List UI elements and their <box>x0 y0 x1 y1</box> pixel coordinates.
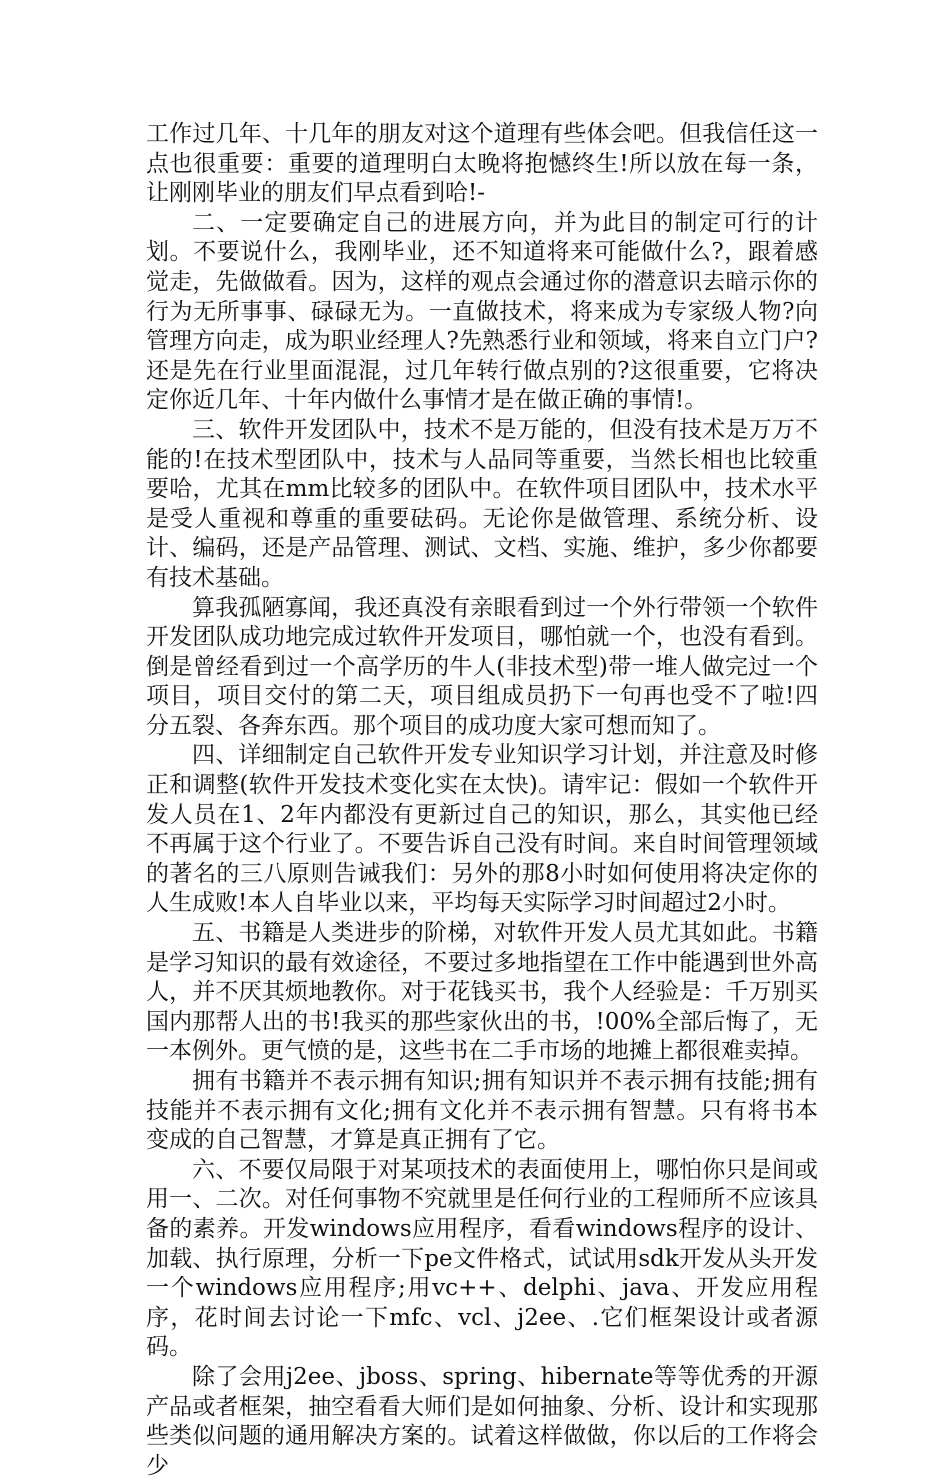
paragraph-point-4: 四、详细制定自己软件开发专业知识学习计划，并注意及时修正和调整(软件开发技术变化实在太快)。请牢记：假如一个软件开发人员在1、2年内都没有更新过自己的知识，那么，其实他已经不再属于这个行业了。不要告诉自己没有时间。来自时间管理领域的著名的三八原则告诫我们：另外的那8小时如何使用将决定你的人生成败!本人自毕业以来，平均每天实际学习时间超过2小时。 <box>146 742 818 917</box>
paragraph-intro-continuation: 工作过几年、十几年的朋友对这个道理有些体会吧。但我信任这一点也很重要：重要的道理明白太晚将抱憾终生!所以放在每一条，让刚刚毕业的朋友们早点看到哈!- <box>146 121 818 207</box>
paragraph-point-3: 三、软件开发团队中，技术不是万能的，但没有技术是万万不能的!在技术型团队中，技术与人品同等重要，当然长相也比较重要哈，尤其在mm比较多的团队中。在软件项目团队中，技术水平是受人重视和尊重的重要砝码。无论你是做管理、系统分析、设计、编码，还是产品管理、测试、文档、实施、维护，多少你都要有技术基础。 <box>146 416 818 591</box>
paragraph-point-6-frameworks: 除了会用j2ee、jboss、spring、hibernate等等优秀的开源产品或者框架，抽空看看大师们是如何抽象、分析、设计和实现那些类似问题的通用解决方案的。试着这样做做，你以后的工作将会少 <box>146 1363 818 1479</box>
paragraph-point-6: 六、不要仅局限于对某项技术的表面使用上，哪怕你只是间或用一、二次。对任何事物不究就里是任何行业的工程师所不应该具备的素养。开发windows应用程序，看看windows程序的设计、加载、执行原理，分析一下pe文件格式，试试用sdk开发从头开发一个windows应用程序;用vc++、delphi、java、开发应用程序，花时间去讨论一下mfc、vcl、j2ee、.它们框架设计或者源码。 <box>146 1156 818 1361</box>
paragraph-point-5: 五、书籍是人类进步的阶梯，对软件开发人员尤其如此。书籍是学习知识的最有效途径，不要过多地指望在工作中能遇到世外高人，并不厌其烦地教你。对于花钱买书，我个人经验是：千万别买国内那帮人出的书!我买的那些家伙出的书，!00%全部后悔了，无一本例外。更气愤的是，这些书在二手市场的地摊上都很难卖掉。 <box>146 920 818 1065</box>
paragraph-point-2: 二、一定要确定自己的进展方向，并为此目的制定可行的计划。不要说什么，我刚毕业，还不知道将来可能做什么?，跟着感觉走，先做做看。因为，这样的观点会通过你的潜意识去暗示你的行为无所事事、碌碌无为。一直做技术，将来成为专家级人物?向管理方向走，成为职业经理人?先熟悉行业和领域，将来自立门户?还是先在行业里面混混，过几年转行做点别的?这很重要，它将决定你近几年、十年内做什么事情才是在做正确的事情!。 <box>146 209 818 414</box>
paragraph-point-3-anecdote: 算我孤陋寡闻，我还真没有亲眼看到过一个外行带领一个软件开发团队成功地完成过软件开发项目，哪怕就一个，也没有看到。倒是曾经看到过一个高学历的牛人(非技术型)带一堆人做完过一个项目，项目交付的第二天，项目组成员扔下一句再也受不了啦!四分五裂、各奔东西。那个项目的成功度大家可想而知了。 <box>146 594 818 739</box>
paragraph-point-5-books: 拥有书籍并不表示拥有知识;拥有知识并不表示拥有技能;拥有技能并不表示拥有文化;拥有文化并不表示拥有智慧。只有将书本变成的自己智慧，才算是真正拥有了它。 <box>146 1068 818 1154</box>
document-body <box>146 120 818 1481</box>
